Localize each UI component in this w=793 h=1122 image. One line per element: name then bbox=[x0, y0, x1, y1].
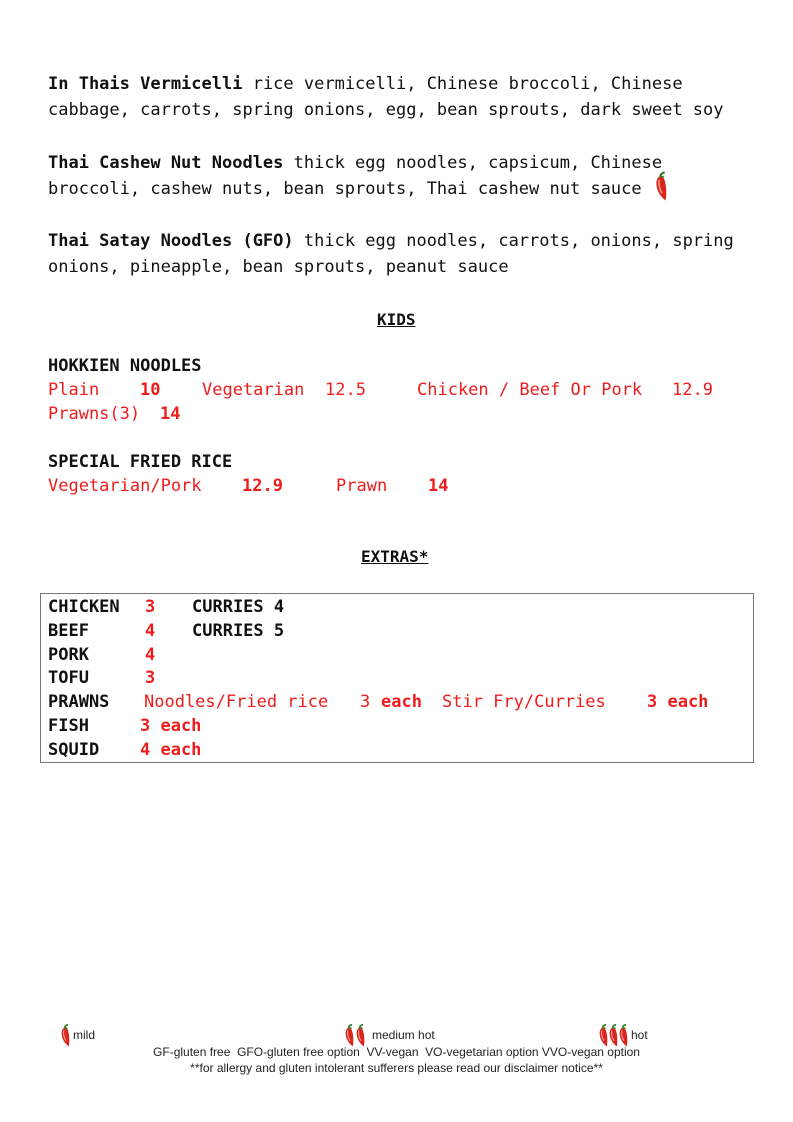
extras-beef-label: BEEF bbox=[48, 621, 89, 641]
menu-item-thai-cashew-nut-noodles bbox=[48, 150, 748, 202]
extras-beef-curries: CURRIES 5 bbox=[192, 621, 285, 641]
item-desc: broccoli, cashew nuts, bean sprouts, Thai cashew nut sauce bbox=[48, 179, 642, 199]
extras-pork-label: PORK bbox=[48, 645, 89, 665]
extras-prawns-noodles-price: 3 bbox=[360, 692, 371, 712]
fried-rice-veg-pork-label: Vegetarian/Pork bbox=[48, 476, 202, 496]
item-desc: rice vermicelli, Chinese broccoli, Chinese bbox=[242, 74, 683, 94]
extras-squid-label: SQUID bbox=[48, 740, 100, 760]
legend-medium-hot: medium hot bbox=[372, 1028, 435, 1042]
kids-vegetarian-price: 12.5 bbox=[325, 380, 366, 400]
legend-dietary-codes: GF-gluten free GFO-gluten free option VV-vegan VO-vegetarian option VVO-vegan option bbox=[153, 1045, 640, 1059]
extras-beef-price: 4 bbox=[145, 621, 156, 641]
extras-prawns-stir-label: Stir Fry/Curries bbox=[442, 692, 606, 712]
extras-squid-price: 4 each bbox=[140, 740, 202, 760]
fried-rice-prawn-label: Prawn bbox=[336, 476, 388, 496]
kids-plain-price: 10 bbox=[140, 380, 161, 400]
extras-chicken-label: CHICKEN bbox=[48, 597, 120, 617]
extras-heading: EXTRAS* bbox=[361, 547, 429, 566]
extras-tofu-price: 3 bbox=[145, 668, 156, 688]
fried-rice-veg-pork-price: 12.9 bbox=[242, 476, 283, 496]
menu-item-in-thais-vermicelli bbox=[48, 71, 748, 123]
kids-heading: KIDS bbox=[377, 310, 416, 329]
extras-pork-price: 4 bbox=[145, 645, 156, 665]
item-desc: onions, pineapple, bean sprouts, peanut sauce bbox=[48, 257, 509, 277]
hokkien-noodles-title: HOKKIEN NOODLES bbox=[48, 356, 202, 376]
item-name: Thai Cashew Nut Noodles bbox=[48, 153, 284, 173]
kids-plain-label: Plain bbox=[48, 380, 100, 400]
extras-prawns-stir-price: 3 each bbox=[647, 692, 709, 712]
legend-mild: mild bbox=[73, 1028, 96, 1042]
item-desc: cabbage, carrots, spring onions, egg, bean sprouts, dark sweet soy bbox=[48, 100, 724, 120]
extras-prawns-label: PRAWNS bbox=[48, 692, 110, 712]
extras-fish-label: FISH bbox=[48, 716, 89, 736]
item-name: In Thais Vermicelli bbox=[48, 74, 243, 94]
allergy-notice: **for allergy and gluten intolerant sufferers please read our disclaimer notice** bbox=[190, 1061, 603, 1075]
kids-vegetarian-label: Vegetarian bbox=[202, 380, 305, 400]
item-desc: thick egg noodles, capsicum, Chinese bbox=[283, 153, 663, 173]
extras-fish-price: 3 each bbox=[140, 716, 202, 736]
kids-prawns-price: 14 bbox=[160, 404, 181, 424]
extras-prawns-noodles-each: each bbox=[381, 692, 422, 712]
extras-chicken-curries: CURRIES 4 bbox=[192, 597, 285, 617]
extras-chicken-price: 3 bbox=[145, 597, 156, 617]
fried-rice-prawn-price: 14 bbox=[428, 476, 449, 496]
kids-meat-label: Chicken / Beef Or Pork bbox=[417, 380, 643, 400]
kids-prawns-label: Prawns(3) bbox=[48, 404, 141, 424]
kids-meat-price: 12.9 bbox=[672, 380, 713, 400]
item-name: Thai Satay Noodles (GFO) bbox=[48, 231, 294, 251]
menu-item-thai-satay-noodles bbox=[48, 228, 748, 280]
extras-tofu-label: TOFU bbox=[48, 668, 89, 688]
extras-prawns-noodles-label: Noodles/Fried rice bbox=[144, 692, 329, 712]
chili-mild-icon bbox=[653, 171, 671, 203]
item-desc: thick egg noodles, carrots, onions, spring bbox=[293, 231, 734, 251]
special-fried-rice-title: SPECIAL FRIED RICE bbox=[48, 452, 233, 472]
legend-hot: hot bbox=[631, 1028, 648, 1042]
